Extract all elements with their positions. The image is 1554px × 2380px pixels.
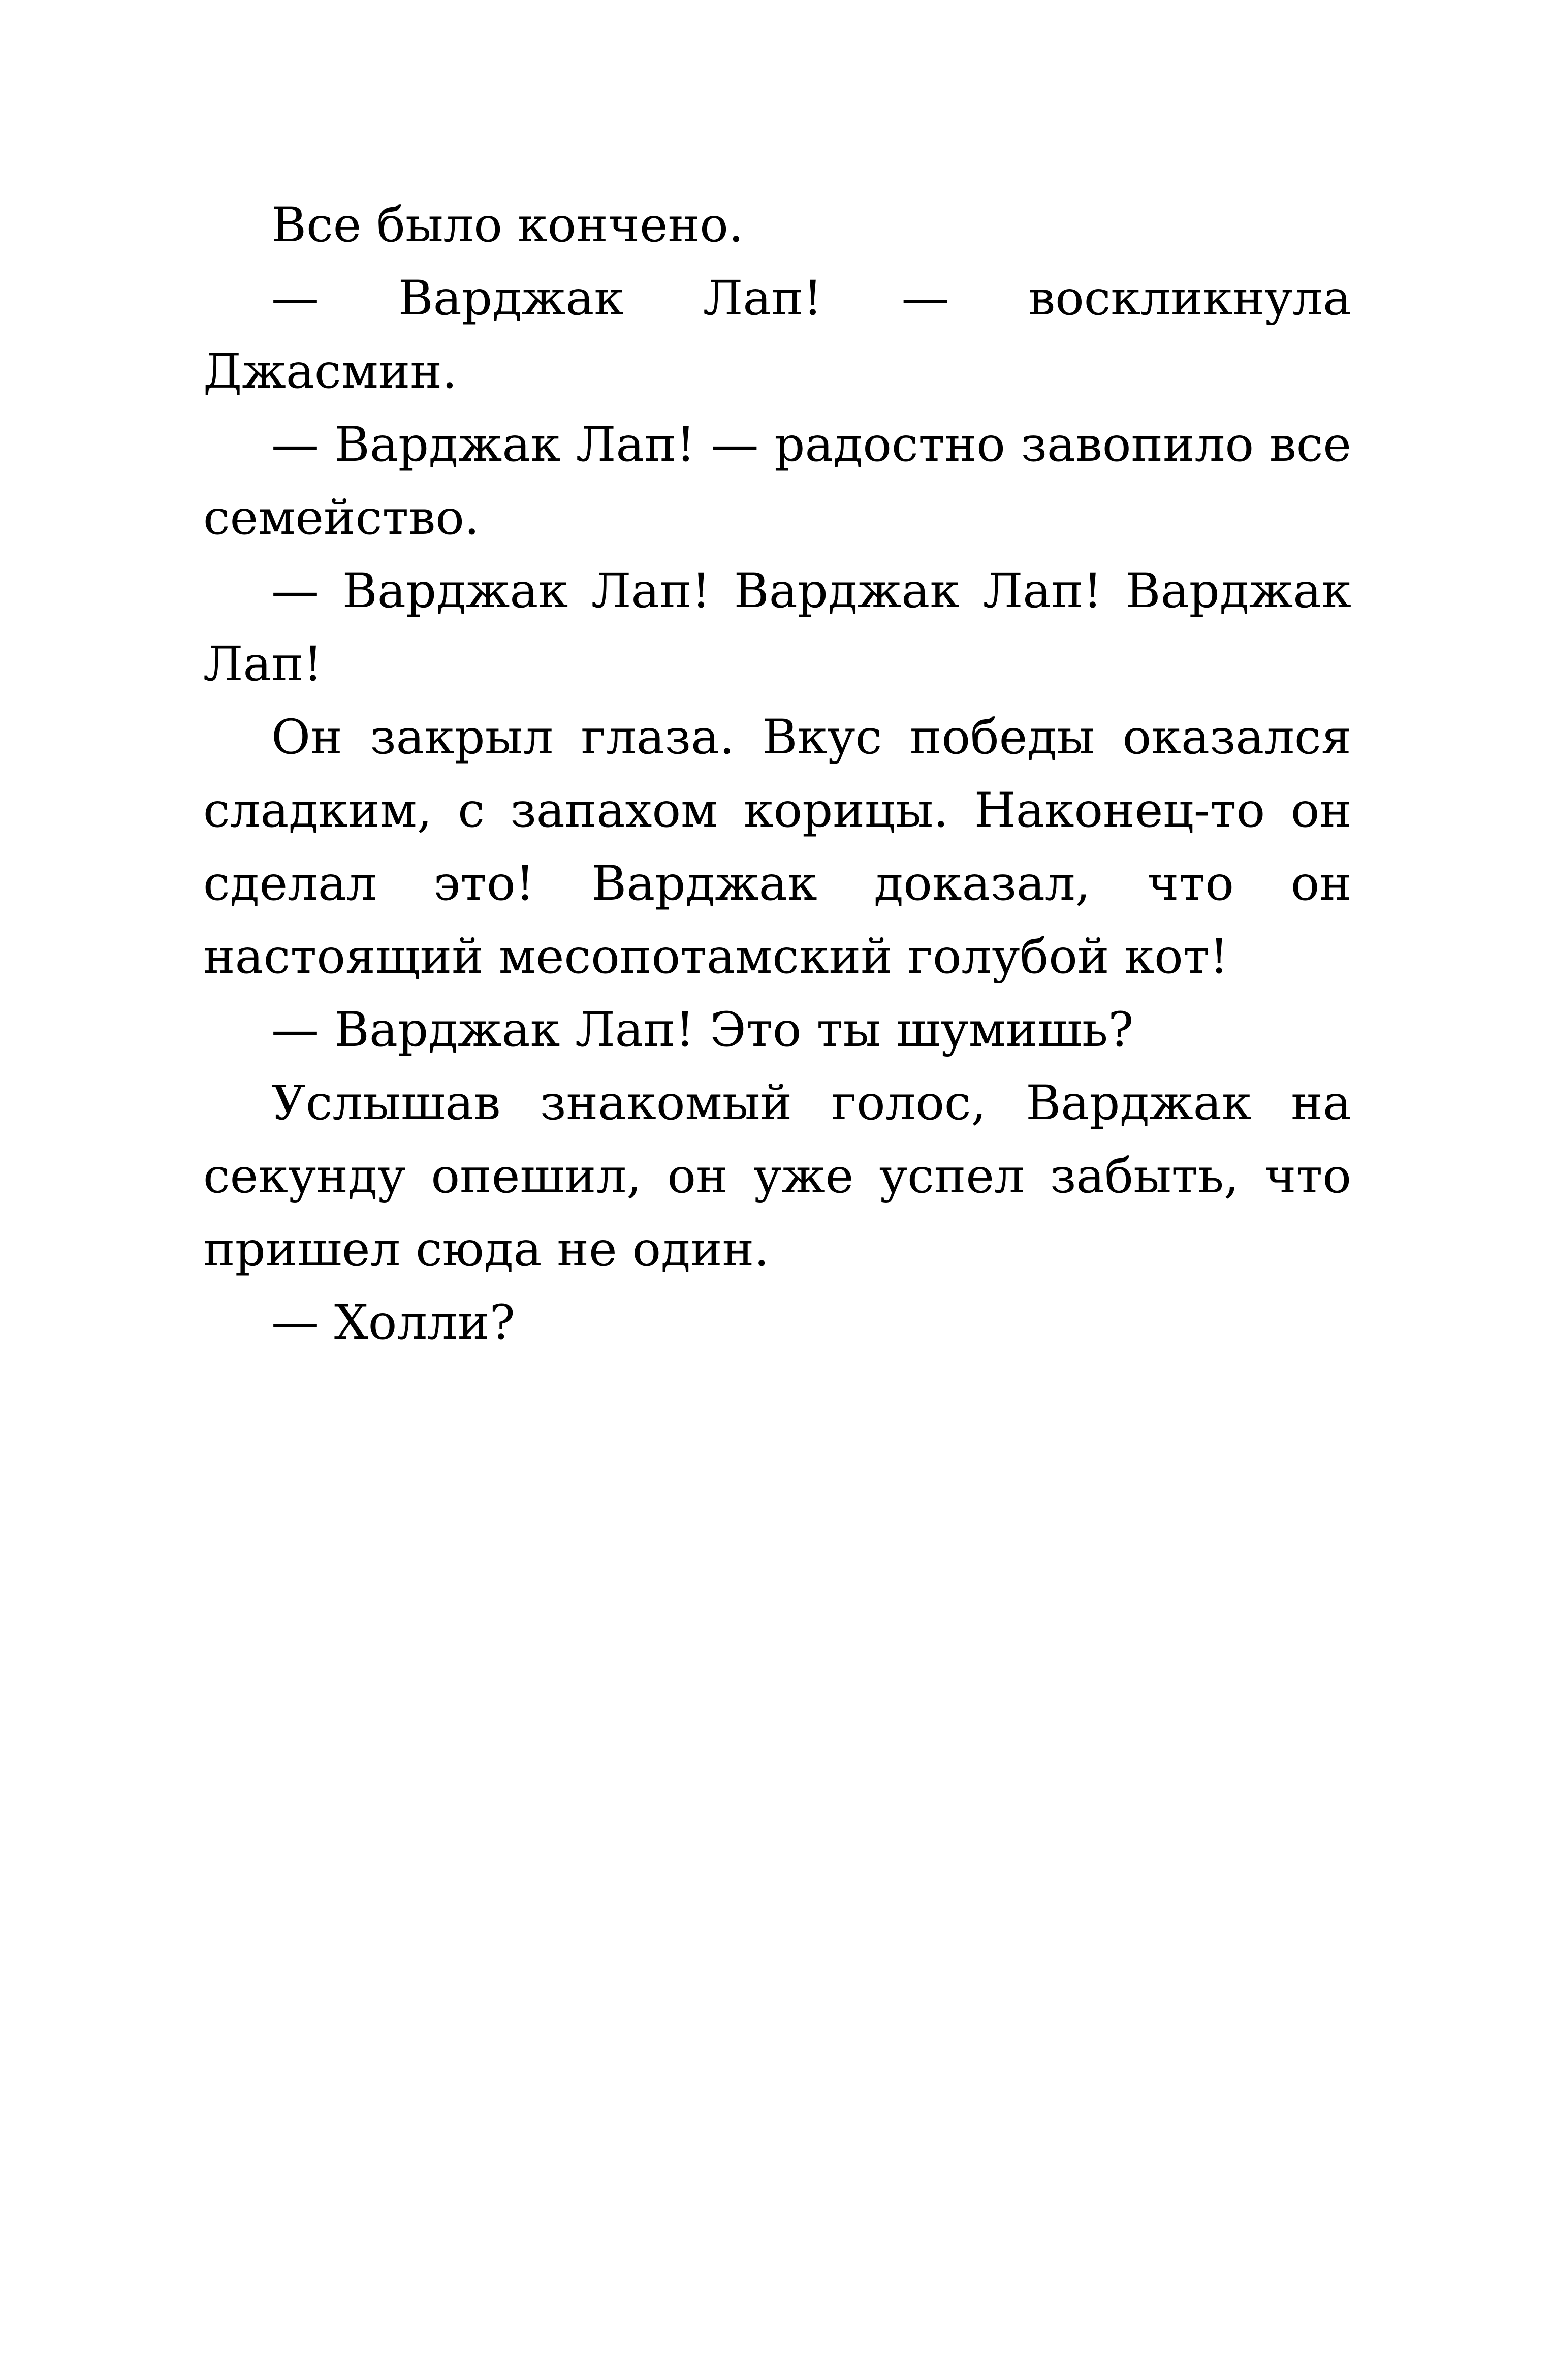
paragraph: — Варджак Лап! — воскликнула Джасмин.	[203, 271, 1351, 399]
paragraph: — Варджак Лап! — радостно завопило все семейство.	[203, 417, 1351, 546]
paragraph: Услышав знакомый голос, Варджак на секунду опешил, он уже успел забыть, что пришел сюда не один.	[203, 1075, 1351, 1277]
paragraph: — Варджак Лап! Варджак Лап! Варджак Лап!	[203, 563, 1351, 692]
body-text	[203, 189, 1351, 1359]
paragraph: Все было кончено.	[271, 198, 744, 253]
paragraph: Он закрыл глаза. Вкус победы оказался сладким, с запахом корицы. Наконец-то он сделал это! Варджак доказал, что он настоящий месопотамский голубой кот!	[203, 710, 1351, 985]
paragraph: — Варджак Лап! Это ты шумишь?	[271, 1002, 1134, 1058]
paragraph: — Холли?	[271, 1295, 515, 1350]
